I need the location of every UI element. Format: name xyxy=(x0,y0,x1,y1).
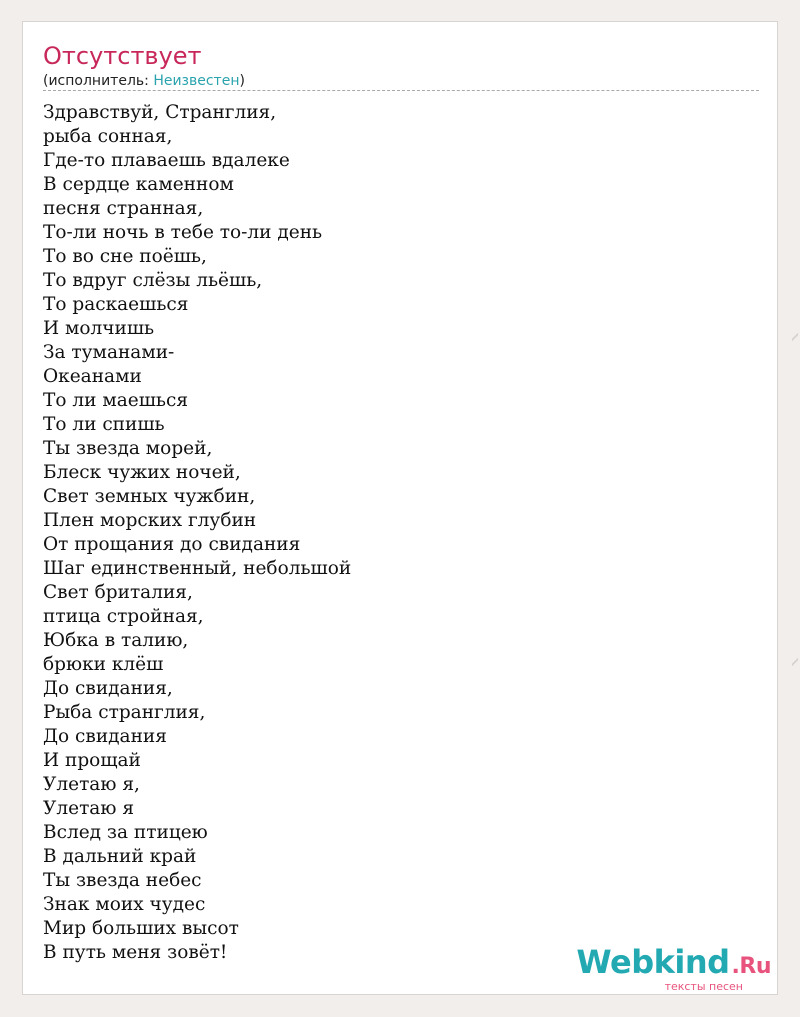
logo-wordmark xyxy=(576,943,771,983)
song-title: Отсутствует xyxy=(43,42,202,70)
lyric-line: рыба сонная, xyxy=(43,126,173,147)
lyric-line: Ты звезда морей, xyxy=(43,438,213,459)
lyric-line: За туманами- xyxy=(43,342,175,363)
webkind-logo[interactable] xyxy=(576,943,771,993)
lyric-line: Мир больших высот xyxy=(43,918,239,939)
lyric-line: Ты звезда небес xyxy=(43,870,202,891)
lyric-line: Рыба странглия, xyxy=(43,702,206,723)
lyric-line: То вдруг слёзы льёшь, xyxy=(43,270,263,291)
artist-link[interactable]: Неизвестен xyxy=(153,73,240,89)
lyrics-text xyxy=(43,101,351,965)
lyric-line: Плен морских глубин xyxy=(43,510,257,531)
lyric-line: Юбка в талию, xyxy=(43,630,189,651)
lyric-line: То раскаешься xyxy=(43,294,189,315)
lyric-line: То ли спишь xyxy=(43,414,165,435)
logo-word: Webkind xyxy=(576,943,730,981)
artist-suffix: ) xyxy=(239,73,245,89)
lyric-line: Свет земных чужбин, xyxy=(43,486,256,507)
lyric-line: брюки клёш xyxy=(43,654,164,675)
lyric-line: Улетаю я, xyxy=(43,774,140,795)
lyric-line: Где-то плаваешь вдалеке xyxy=(43,150,290,171)
lyric-line: То ли маешься xyxy=(43,390,188,411)
page-edge-mark xyxy=(792,330,798,344)
lyric-line: птица стройная, xyxy=(43,606,204,627)
lyric-line: В путь меня зовёт! xyxy=(43,942,228,963)
lyric-line: Знак моих чудес xyxy=(43,894,206,915)
artist-line xyxy=(43,72,245,90)
title-divider xyxy=(43,90,759,91)
lyric-line: Здравствуй, Странглия, xyxy=(43,102,277,123)
logo-tld: .Ru xyxy=(731,954,771,979)
lyric-line: В сердце каменном xyxy=(43,174,234,195)
lyric-line: До свидания, xyxy=(43,678,173,699)
lyric-line: То-ли ночь в тебе то-ли день xyxy=(43,222,323,243)
lyrics-card xyxy=(22,21,778,995)
lyric-line: До свидания xyxy=(43,726,167,747)
lyric-line: Улетаю я xyxy=(43,798,134,819)
lyric-line: То во сне поёшь, xyxy=(43,246,207,267)
lyric-line: И молчишь xyxy=(43,318,155,339)
lyric-line: Свет бриталия, xyxy=(43,582,193,603)
lyric-line: Шаг единственный, небольшой xyxy=(43,558,352,579)
lyric-line: Океанами xyxy=(43,366,142,387)
lyric-line: Вслед за птицею xyxy=(43,822,208,843)
lyric-line: Блеск чужих ночей, xyxy=(43,462,241,483)
lyric-line: песня странная, xyxy=(43,198,204,219)
lyric-line: В дальний край xyxy=(43,846,197,867)
page-edge-mark xyxy=(792,655,798,669)
lyric-line: И прощай xyxy=(43,750,141,771)
artist-prefix: (исполнитель: xyxy=(43,73,154,89)
lyric-line: От прощания до свидания xyxy=(43,534,301,555)
logo-tagline: тексты песен xyxy=(664,980,743,993)
